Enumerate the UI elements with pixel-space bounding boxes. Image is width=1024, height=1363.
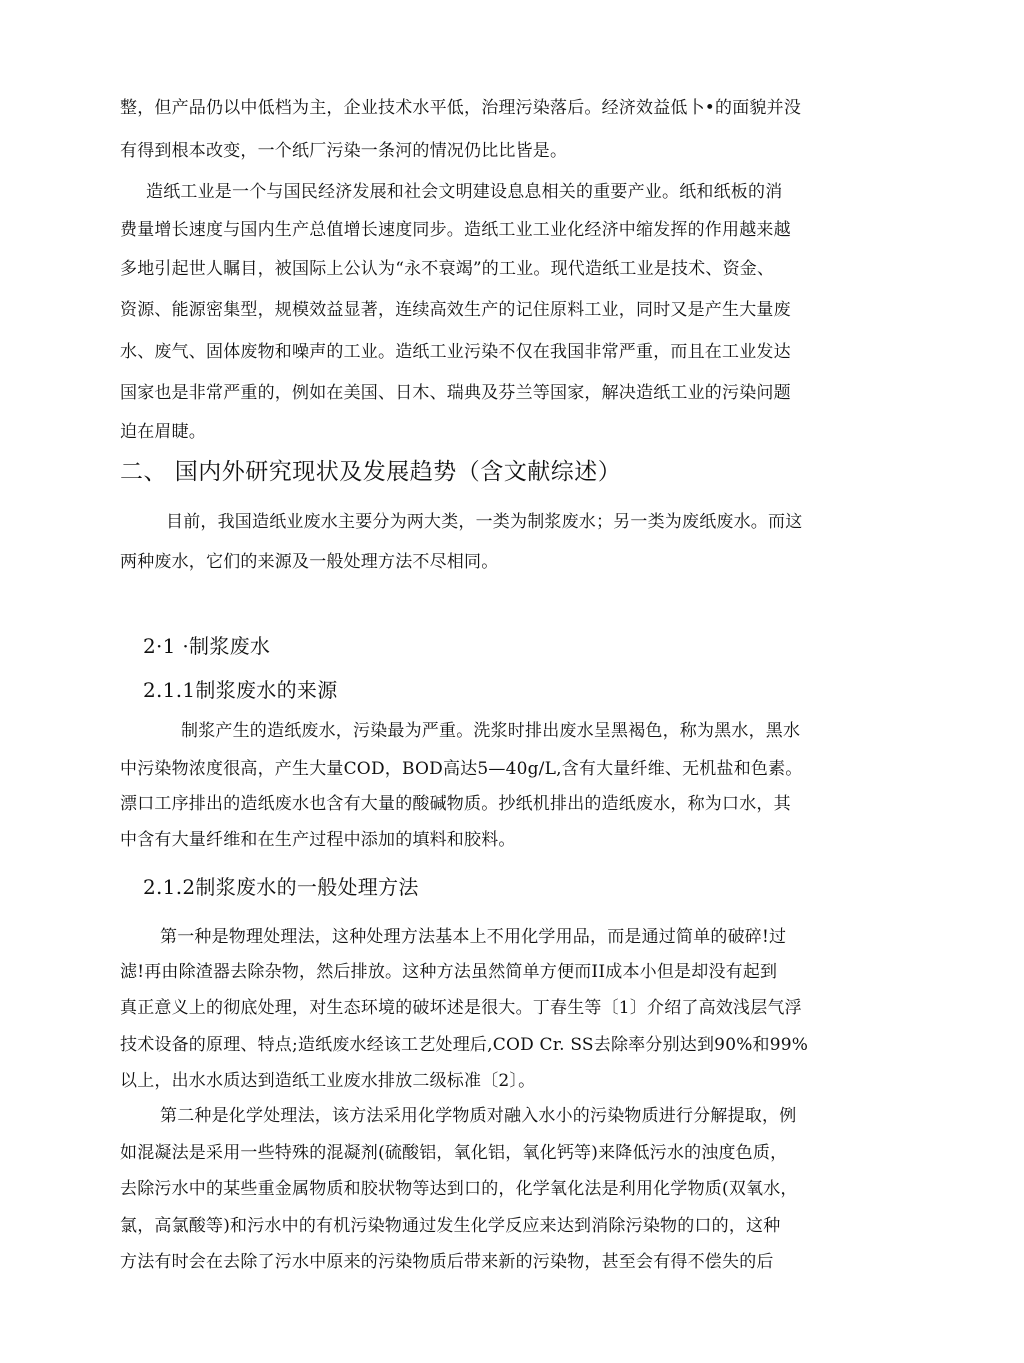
subsection-heading: 2·1 ·制浆废水 [143,634,271,658]
text-line: 真正意义上的彻底处理，对生态环境的破坏述是很大。丁春生等〔1〕介绍了高效浅层气浮 [120,998,802,1018]
text-line: 费量增长速度与国内生产总值增长速度同步。造纸工业工业化经济中缩发挥的作用越来越 [120,220,791,240]
text-line: 第一种是物理处理法，这种处理方法基本上不用化学用品，而是通过简单的破碎!过 [160,927,787,947]
text-line: 多地引起世人瞩目，被国际上公认为“永不衰竭”的工业。现代造纸工业是技术、资金、 [120,259,775,279]
text-line: 国家也是非常严重的，例如在美国、日木、瑞典及芬兰等国家，解决造纸工业的污染问题 [120,383,791,403]
text-line: 目前，我国造纸业废水主要分为两大类，一类为制浆废水；另一类为废纸废水。而这 [166,512,803,532]
text-line: 技术设备的原理、特点;造纸废水经该工艺处理后,COD Cr. SS去除率分别达到90%和99% [120,1035,809,1055]
text-line: 迫在眉睫。 [120,422,206,442]
subsection-heading: 2.1.2制浆废水的一般处理方法 [143,875,419,899]
text-line: 如混凝法是采用一些特殊的混凝剂(硫酸铝，氧化铝，氧化钙等)来降低污水的浊度色质， [120,1143,788,1163]
section-heading: 二、 国内外研究现状及发展趋势（含文献综述） [120,459,622,485]
text-line: 制浆产生的造纸废水，污染最为严重。洗浆时排出废水呈黑褐色，称为黑水，黑水 [181,721,801,741]
text-line: 以上，出水水质达到造纸工业废水排放二级标准〔2〕。 [120,1071,536,1091]
text-line: 滤!再由除渣器去除杂物，然后排放。这种方法虽然简单方便而II成本小但是却没有起到 [120,962,778,982]
text-line: 氯，高氯酸等)和污水中的有机污染物通过发生化学反应来达到消除污染物的口的，这种 [120,1216,781,1236]
text-line: 方法有时会在去除了污水中原来的污染物质后带来新的污染物，甚至会有得不偿失的后 [120,1252,774,1272]
text-line: 资源、能源密集型，规模效益显著，连续高效生产的记住原料工业，同时又是产生大量废 [120,300,791,320]
text-line: 整，但产品仍以中低档为主，企业技术水平低，治理污染落后。经济效益低卜•的面貌并没 [120,98,802,118]
text-line: 第二种是化学处理法，该方法采用化学物质对融入水小的污染物质进行分解提取，例 [160,1106,797,1126]
text-line: 去除污水中的某些重金属物质和胶状物等达到口的，化学氧化法是利用化学物质(双氧水， [120,1179,798,1199]
text-line: 造纸工业是一个与国民经济发展和社会文明建设息息相关的重要产业。纸和纸板的消 [146,182,783,202]
text-line: 两种废水，它们的来源及一般处理方法不尽相同。 [120,552,499,572]
text-line: 中污染物浓度很高，产生大量COD，BOD高达5—40g/L,含有大量纤维、无机盐和色素。 [120,759,803,779]
text-line: 漂口工序排出的造纸废水也含有大量的酸碱物质。抄纸机排出的造纸废水，称为口水，其 [120,794,791,814]
text-line: 有得到根本改变，一个纸厂污染一条河的情况仍比比皆是。 [120,141,568,161]
text-line: 中含有大量纤维和在生产过程中添加的填料和胶料。 [120,830,516,850]
subsection-heading: 2.1.1制浆废水的来源 [143,678,338,702]
text-line: 水、废气、固体废物和噪声的工业。造纸工业污染不仅在我国非常严重，而且在工业发达 [120,342,791,362]
